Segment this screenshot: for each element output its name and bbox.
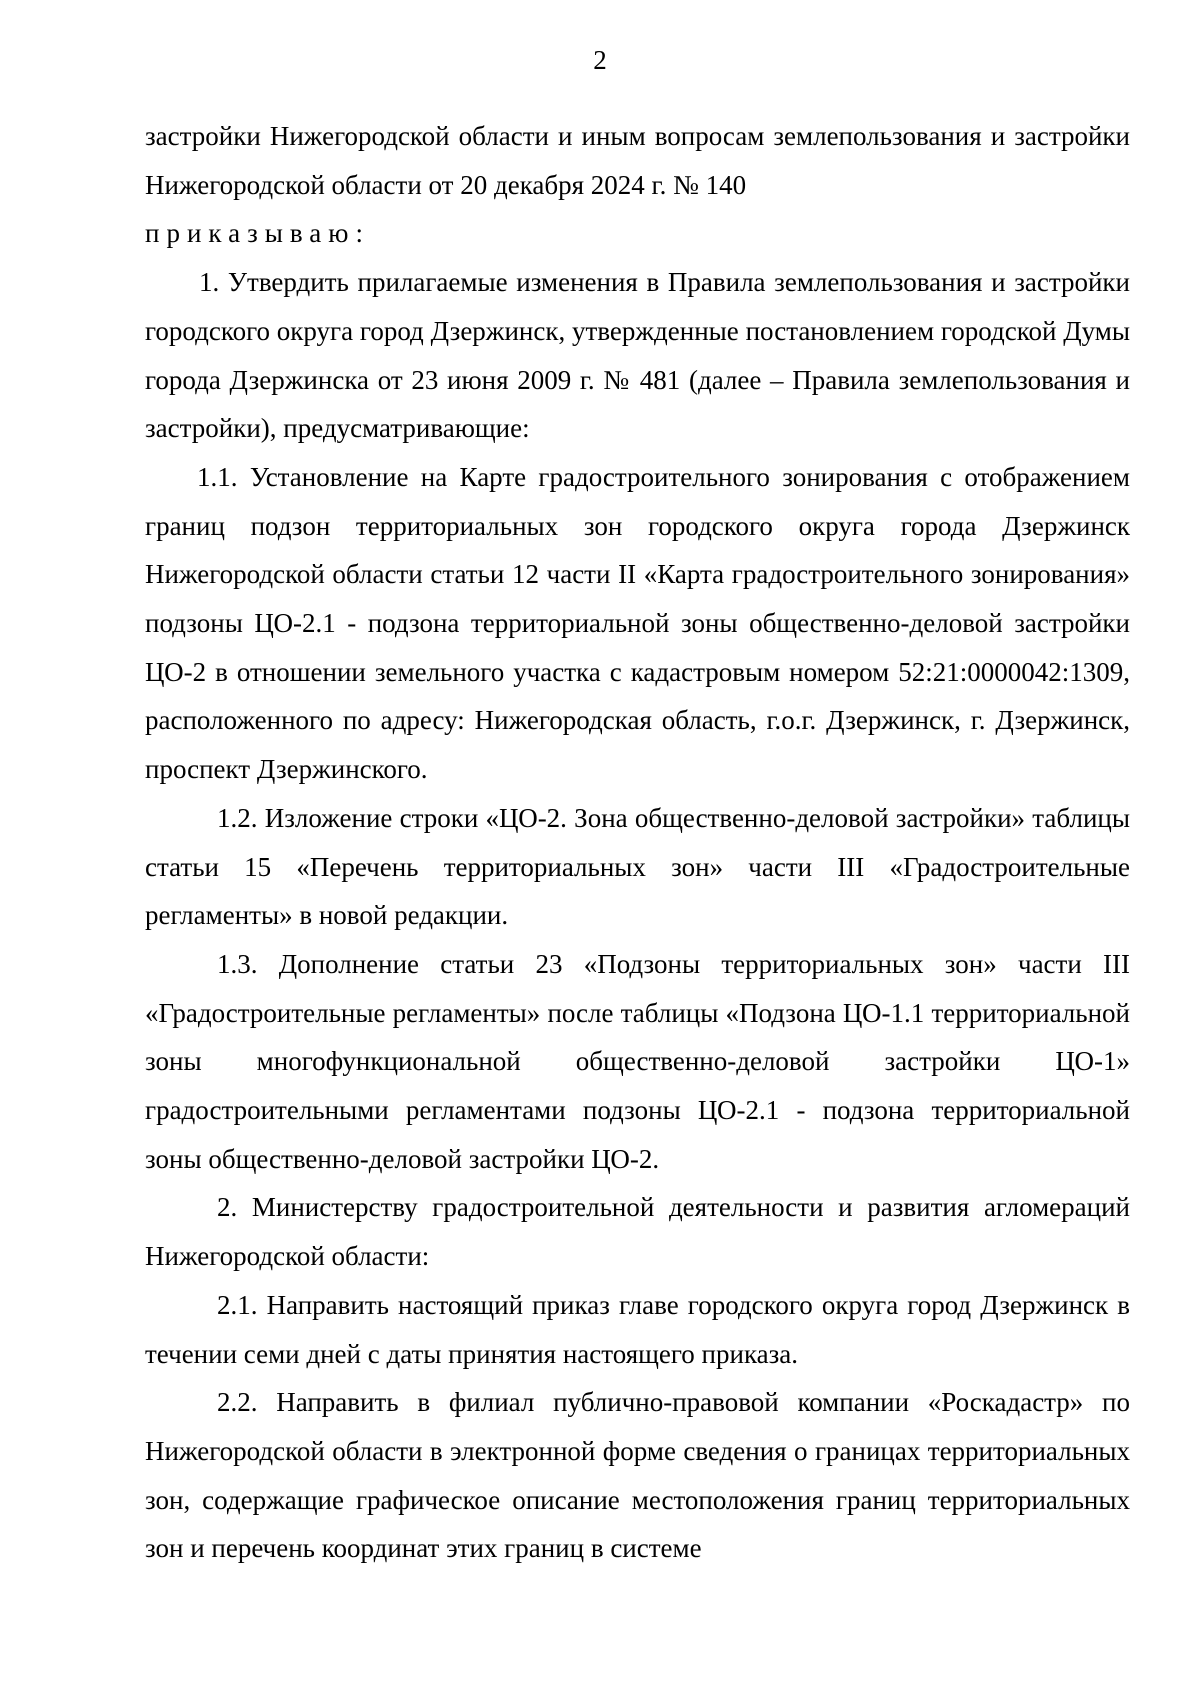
paragraph-item-1-3: 1.3. Дополнение статьи 23 «Подзоны территориальных зон» части III «Градостроительные регламенты» после таблицы «Подзона ЦО-1.1 территориальной зоны многофункциональной общественно-деловой застройки ЦО-1» градостроительными регламентами подзоны ЦО-2.1 - подзона территориальной зоны общественно-деловой застройки ЦО-2.: [145, 948, 1130, 1174]
paragraph-item-2: 2. Министерству градостроительной деятельности и развития агломераций Нижегородской области:: [145, 1192, 1130, 1272]
paragraph-item-1-2: 1.2. Изложение строки «ЦО-2. Зона общественно-деловой застройки» таблицы статьи 15 «Перечень территориальных зон» части III «Градостроительные регламенты» в новой редакции.: [145, 802, 1130, 931]
paragraph-item-1: 1. Утвердить прилагаемые изменения в Правила землепользования и застройки городского округа город Дзержинск, утвержденные постановлением городской Думы города Дзержинска от 23 июня 2009 г. № 481 (далее – Правила землепользования и застройки), предусматривающие:: [145, 267, 1130, 444]
paragraph-item-1-1: 1.1. Установление на Карте градостроительного зонирования с отображением границ подзон территориальных зон городского округа города Дзержинск Нижегородской области статьи 12 части II «Карта градостроительного зонирования» подзоны ЦО-2.1 - подзона территориальной зоны общественно-деловой застройки ЦО-2 в отношении земельного участка с кадастровым номером 52:21:0000042:1309, расположенного по адресу: Нижегородская область, г.о.г. Дзержинск, г. Дзержинск, проспект Дзержинского.: [145, 461, 1130, 785]
paragraph-item-2-1: 2.1. Направить настоящий приказ главе городского округа город Дзержинск в течении семи дней с даты принятия настоящего приказа.: [145, 1289, 1130, 1369]
paragraph-item-2-2: 2.2. Направить в филиал публично-правовой компании «Роскадастр» по Нижегородской области в электронной форме сведения о границах территориальных зон, содержащие графическое описание местоположения границ территориальных зон и перечень координат этих границ в системе: [145, 1387, 1130, 1564]
paragraph-order-word: приказываю:: [145, 218, 370, 249]
paragraph-continuation: застройки Нижегородской области и иным вопросам землепользования и застройки Нижегородской области от 20 декабря 2024 г. № 140: [145, 121, 1130, 200]
page-number: 2: [593, 45, 607, 75]
document-body: [145, 112, 1130, 1573]
